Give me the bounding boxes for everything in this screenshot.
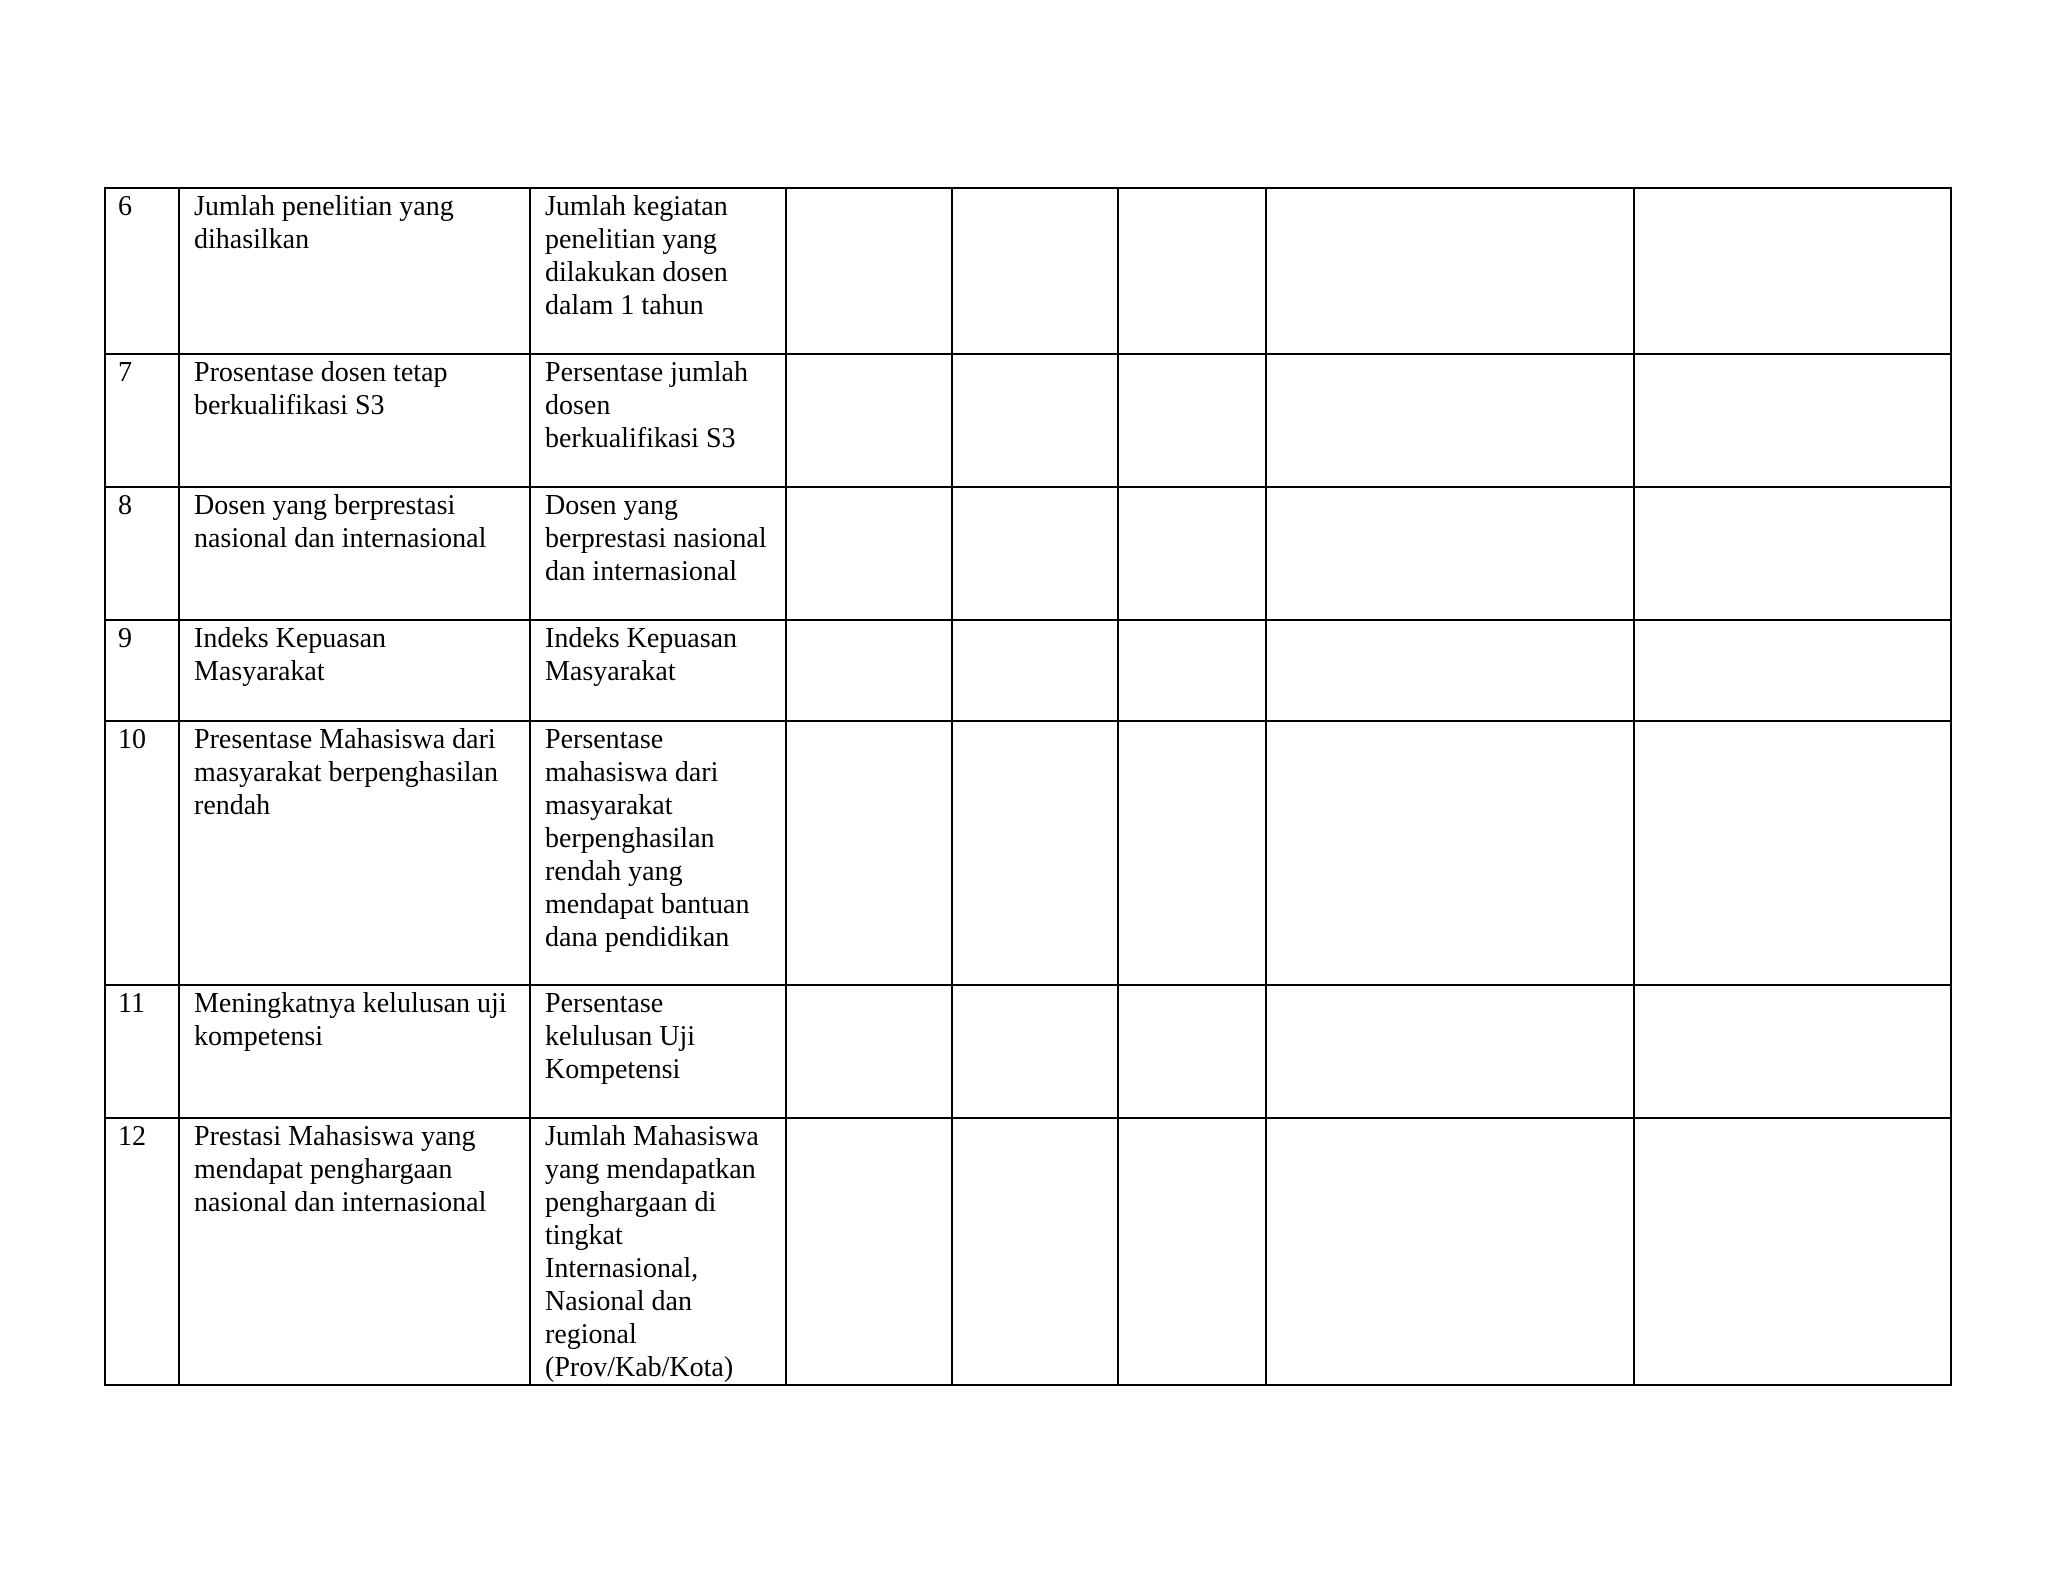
indikator-cell: Presentase Mahasiswa dari masyarakat berpenghasilan rendah: [179, 721, 530, 985]
table-row: [105, 721, 1951, 985]
empty-cell: [1634, 1118, 1951, 1385]
row-number: 10: [105, 721, 179, 985]
table-row: [105, 188, 1951, 354]
empty-cell: [1634, 354, 1951, 487]
keterangan-cell: Persentase kelulusan Uji Kompetensi: [530, 985, 786, 1118]
keterangan-cell: Indeks Kepuasan Masyarakat: [530, 620, 786, 721]
keterangan-cell: Persentase mahasiswa dari masyarakat berpenghasilan rendah yang mendapat bantuan dana pendidikan: [530, 721, 786, 985]
empty-cell: [1634, 721, 1951, 985]
row-number: 8: [105, 487, 179, 620]
table-row: [105, 985, 1951, 1118]
empty-cell: [1118, 721, 1266, 985]
empty-cell: [952, 985, 1118, 1118]
empty-cell: [1634, 620, 1951, 721]
empty-cell: [786, 620, 952, 721]
row-number: 7: [105, 354, 179, 487]
empty-cell: [1266, 1118, 1634, 1385]
empty-cell: [952, 620, 1118, 721]
row-number: 6: [105, 188, 179, 354]
indikator-cell: Jumlah penelitian yang dihasilkan: [179, 188, 530, 354]
empty-cell: [952, 354, 1118, 487]
indikator-cell: Prestasi Mahasiswa yang mendapat penghargaan nasional dan internasional: [179, 1118, 530, 1385]
empty-cell: [1266, 721, 1634, 985]
empty-cell: [1266, 487, 1634, 620]
empty-cell: [786, 354, 952, 487]
keterangan-cell: Persentase jumlah dosen berkualifikasi S3: [530, 354, 786, 487]
empty-cell: [786, 188, 952, 354]
empty-cell: [1118, 487, 1266, 620]
empty-cell: [1266, 985, 1634, 1118]
empty-cell: [786, 1118, 952, 1385]
keterangan-cell: Dosen yang berprestasi nasional dan internasional: [530, 487, 786, 620]
empty-cell: [1266, 354, 1634, 487]
empty-cell: [786, 721, 952, 985]
empty-cell: [786, 985, 952, 1118]
empty-cell: [1118, 620, 1266, 721]
empty-cell: [1634, 985, 1951, 1118]
empty-cell: [1118, 188, 1266, 354]
table-row: [105, 620, 1951, 721]
empty-cell: [1118, 1118, 1266, 1385]
indikator-cell: Meningkatnya kelulusan uji kompetensi: [179, 985, 530, 1118]
empty-cell: [952, 487, 1118, 620]
empty-cell: [952, 721, 1118, 985]
table-row: [105, 487, 1951, 620]
empty-cell: [1634, 188, 1951, 354]
indikator-cell: Indeks Kepuasan Masyarakat: [179, 620, 530, 721]
table-row: [105, 354, 1951, 487]
row-number: 11: [105, 985, 179, 1118]
empty-cell: [1266, 620, 1634, 721]
indicator-table: [104, 187, 1952, 1386]
row-number: 12: [105, 1118, 179, 1385]
empty-cell: [1118, 354, 1266, 487]
empty-cell: [1118, 985, 1266, 1118]
empty-cell: [952, 188, 1118, 354]
empty-cell: [786, 487, 952, 620]
empty-cell: [1266, 188, 1634, 354]
row-number: 9: [105, 620, 179, 721]
table-row: [105, 1118, 1951, 1385]
keterangan-cell: Jumlah kegiatan penelitian yang dilakukan dosen dalam 1 tahun: [530, 188, 786, 354]
indikator-cell: Prosentase dosen tetap berkualifikasi S3: [179, 354, 530, 487]
empty-cell: [1634, 487, 1951, 620]
empty-cell: [952, 1118, 1118, 1385]
indikator-cell: Dosen yang berprestasi nasional dan internasional: [179, 487, 530, 620]
keterangan-cell: Jumlah Mahasiswa yang mendapatkan penghargaan di tingkat Internasional, Nasional dan regional (Prov/Kab/Kota): [530, 1118, 786, 1385]
